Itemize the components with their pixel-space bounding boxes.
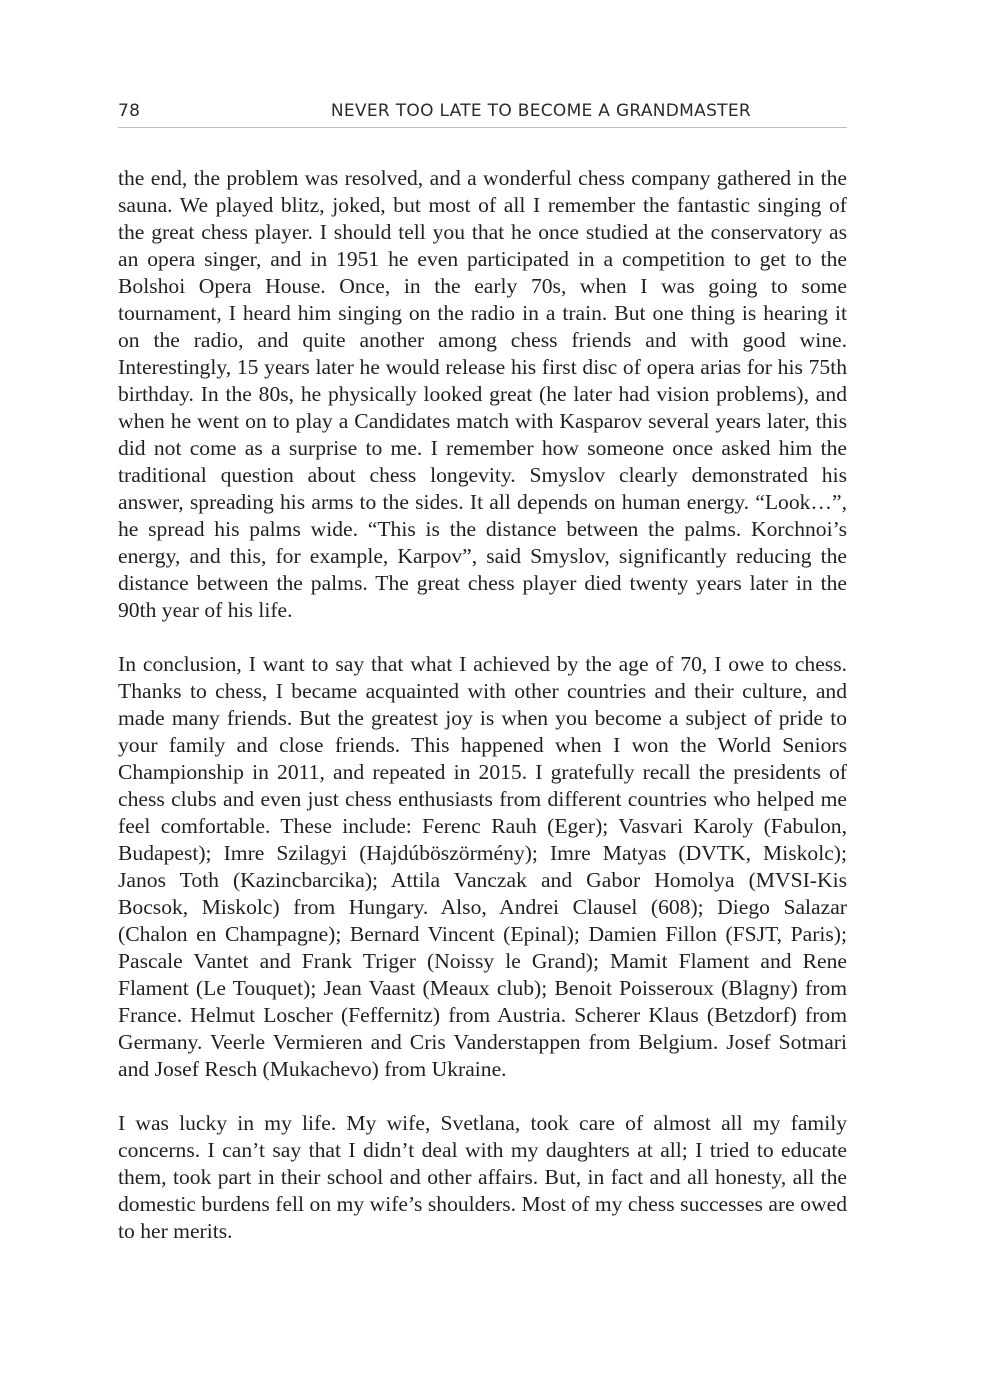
running-title: NEVER TOO LATE TO BECOME A GRANDMASTER bbox=[330, 101, 751, 121]
paragraph: the end, the problem was resolved, and a wonderful chess company gathered in the sauna. We played blitz, joked, but most of all I remember the fantastic singing of the great chess player. I should tell you that he once studied at the conservatory as an opera singer, and in 1951 he even participated in a competition to get to the Bolshoi Opera House. Once, in the early 70s, when I was going to some tournament, I heard him singing on the radio in a train. But one thing is hearing it on the radio, and quite another among chess friends and with good wine. Interestingly, 15 years later he would release his first disc of opera arias for his 75th birthday. In the 80s, he physically looked great (he later had vision problems), and when he went on to play a Candidates match with Kasparov several years later, this did not come as a surprise to me. I remember how someone once asked him the traditional question about chess longevity. Smyslov clearly demonstrated his answer, spreading his arms to the sides. It all depends on human energy. “Look…”, he spread his palms wide. “This is the distance between the palms. Korchnoi’s energy, and this, for example, Karpov”, said Smyslov, significantly reducing the distance between the palms. The great chess player died twenty years later in the 90th year of his life. bbox=[118, 166, 847, 622]
paragraph: I was lucky in my life. My wife, Svetlana, took care of almost all my family concerns. I can’t say that I didn’t deal with my daughters at all; I tried to educate them, took part in their school and other affairs. But, in fact and all honesty, all the domestic burdens fell on my wife’s shoulders. Most of my chess successes are owed to her merits. bbox=[118, 1111, 847, 1243]
page-number: 78 bbox=[118, 101, 141, 121]
paragraph: In conclusion, I want to say that what I achieved by the age of 70, I owe to chess. Thanks to chess, I became acquainted with other countries and their culture, and made many friends. But the greatest joy is when you become a subject of pride to your family and close friends. This happened when I won the World Seniors Championship in 2011, and repeated in 2015. I gratefully recall the presidents of chess clubs and even just chess enthusiasts from different countries who helped me feel comfortable. These include: Ferenc Rauh (Eger); Vasvari Karoly (Fabulon, Budapest); Imre Szilagyi (Hajdúböszörmény); Imre Matyas (DVTK, Miskolc); Janos Toth (Kazincbarcika); Attila Vanczak and Gabor Homolya (MVSI-Kis Bocsok, Miskolc) from Hungary. Also, Andrei Clausel (608); Diego Salazar (Chalon en Champagne); Bernard Vincent (Epinal); Damien Fillon (FSJT, Paris); Pascale Vantet and Frank Triger (Noissy le Grand); Mamit Flament and Rene Flament (Le Touquet); Jean Vaast (Meaux club); Benoit Poisseroux (Blagny) from France. Helmut Loscher (Feffernitz) from Austria. Scherer Klaus (Betzdorf) from Germany. Veerle Vermieren and Cris Vanderstappen from Belgium. Josef Sotmari and Josef Resch (Mukachevo) from Ukraine. bbox=[118, 652, 847, 1081]
running-header bbox=[118, 101, 847, 128]
body-text bbox=[118, 165, 847, 1245]
